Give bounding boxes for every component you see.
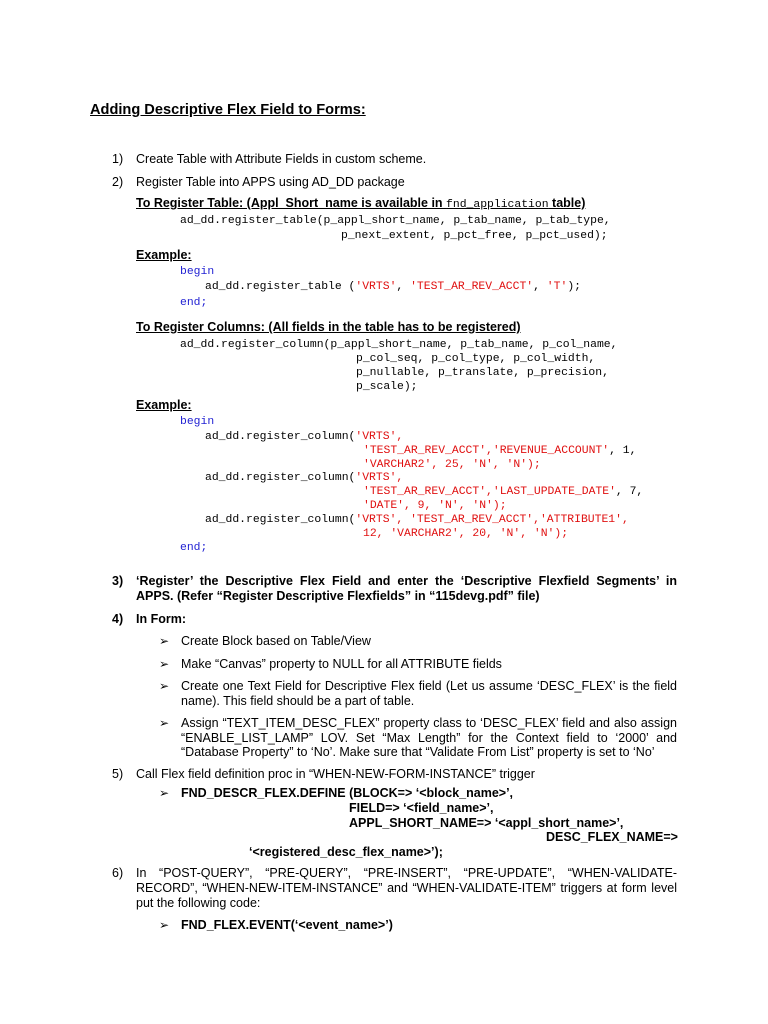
- code-keyword: end;: [180, 542, 208, 554]
- code-line: FIELD=> ‘<field_name>’,: [349, 801, 494, 815]
- step-number: 2): [112, 175, 124, 189]
- arrow-bullet-icon: ➢: [159, 918, 170, 932]
- bullet-text: Create one Text Field for Descriptive Flex field (Let us assume ‘DESC_FLEX’ is the field name). This field should be a part of table.: [181, 679, 677, 708]
- code-line: p_next_extent, p_pct_free, p_pct_used);: [341, 230, 608, 242]
- code-line: ad_dd.register_column('VRTS',: [205, 431, 404, 443]
- step-text: In Form:: [136, 612, 186, 626]
- code-line: ‘<registered_desc_flex_name>’);: [249, 845, 443, 859]
- code-line: 'TEST_AR_REV_ACCT','REVENUE_ACCOUNT', 1,: [363, 445, 637, 457]
- code-line: ad_dd.register_table(p_appl_short_name, p_tab_name, p_tab_type,: [180, 215, 611, 227]
- arrow-bullet-icon: ➢: [159, 786, 170, 800]
- step-text: Register Table into APPS using AD_DD package: [136, 175, 405, 189]
- code-line: ad_dd.register_table ('VRTS', 'TEST_AR_REV_ACCT', 'T');: [205, 281, 581, 293]
- code-line: 'DATE', 9, 'N', 'N');: [363, 500, 507, 512]
- step-number: 5): [112, 767, 124, 781]
- bullet-text: Assign “TEXT_ITEM_DESC_FLEX” property class to ‘DESC_FLEX’ field and also assign “ENABLE_LIST_LAMP” LOV. Set “Max Length” for the Context field to ‘2000’ and “Database Property” to ‘No’. Make sure that “Validate From List” property is set to ‘No’: [181, 716, 677, 759]
- code-keyword: begin: [180, 416, 215, 428]
- arrow-bullet-icon: ➢: [159, 657, 170, 671]
- code-line: p_scale);: [356, 381, 418, 393]
- code-line: p_nullable, p_translate, p_precision,: [356, 367, 609, 379]
- bullet-text: Create Block based on Table/View: [181, 634, 371, 648]
- code-line: ad_dd.register_column(p_appl_short_name, p_tab_name, p_col_name,: [180, 339, 618, 351]
- example-label: Example:: [136, 398, 192, 412]
- code-line: FND_FLEX.EVENT(‘<event_name>’): [181, 918, 393, 932]
- code-line: ad_dd.register_column('VRTS',: [205, 472, 404, 484]
- arrow-bullet-icon: ➢: [159, 634, 170, 648]
- code-line: 12, 'VARCHAR2', 20, 'N', 'N');: [363, 528, 569, 540]
- page-title: Adding Descriptive Flex Field to Forms:: [90, 102, 366, 118]
- step-number: 3): [112, 574, 124, 588]
- step-number: 1): [112, 152, 124, 166]
- step-text: Create Table with Attribute Fields in custom scheme.: [136, 152, 427, 166]
- code-line: 'TEST_AR_REV_ACCT','LAST_UPDATE_DATE', 7,: [363, 486, 644, 498]
- example-label: Example:: [136, 248, 192, 262]
- step-text: ‘Register’ the Descriptive Flex Field and enter the ‘Descriptive Flexfield Segments’ in APPS. (Refer “Register Descriptive Flexfields” in “115devg.pdf” file): [136, 574, 677, 603]
- register-columns-heading: To Register Columns: (All fields in the table has to be registered): [136, 320, 521, 334]
- step-text: Call Flex field definition proc in “WHEN-NEW-FORM-INSTANCE” trigger: [136, 767, 535, 781]
- step-number: 6): [112, 866, 124, 880]
- code-line: 'VARCHAR2', 25, 'N', 'N');: [363, 459, 541, 471]
- code-line: FND_DESCR_FLEX.DEFINE (BLOCK=> ‘<block_name>’,: [181, 786, 514, 800]
- step-number: 4): [112, 612, 124, 626]
- bullet-text: Make “Canvas” property to NULL for all ATTRIBUTE fields: [181, 657, 502, 671]
- register-table-heading: To Register Table: (Appl_Short_name is available in fnd_application table): [136, 196, 586, 211]
- step-text: In “POST-QUERY”, “PRE-QUERY”, “PRE-INSERT”, “PRE-UPDATE”, “WHEN-VALIDATE-RECORD”, “WHEN-NEW-ITEM-INSTANCE” and “WHEN-VALIDATE-ITEM” triggers at form level put the following code:: [136, 866, 677, 910]
- arrow-bullet-icon: ➢: [159, 679, 170, 693]
- code-line: ad_dd.register_column('VRTS', 'TEST_AR_REV_ACCT','ATTRIBUTE1',: [205, 514, 629, 526]
- code-line: p_col_seq, p_col_type, p_col_width,: [356, 353, 596, 365]
- code-line: APPL_SHORT_NAME=> ‘<appl_short_name>’,: [349, 816, 624, 830]
- code-keyword: begin: [180, 266, 215, 278]
- arrow-bullet-icon: ➢: [159, 716, 170, 730]
- code-line: DESC_FLEX_NAME=>: [546, 830, 678, 844]
- code-keyword: end;: [180, 297, 208, 309]
